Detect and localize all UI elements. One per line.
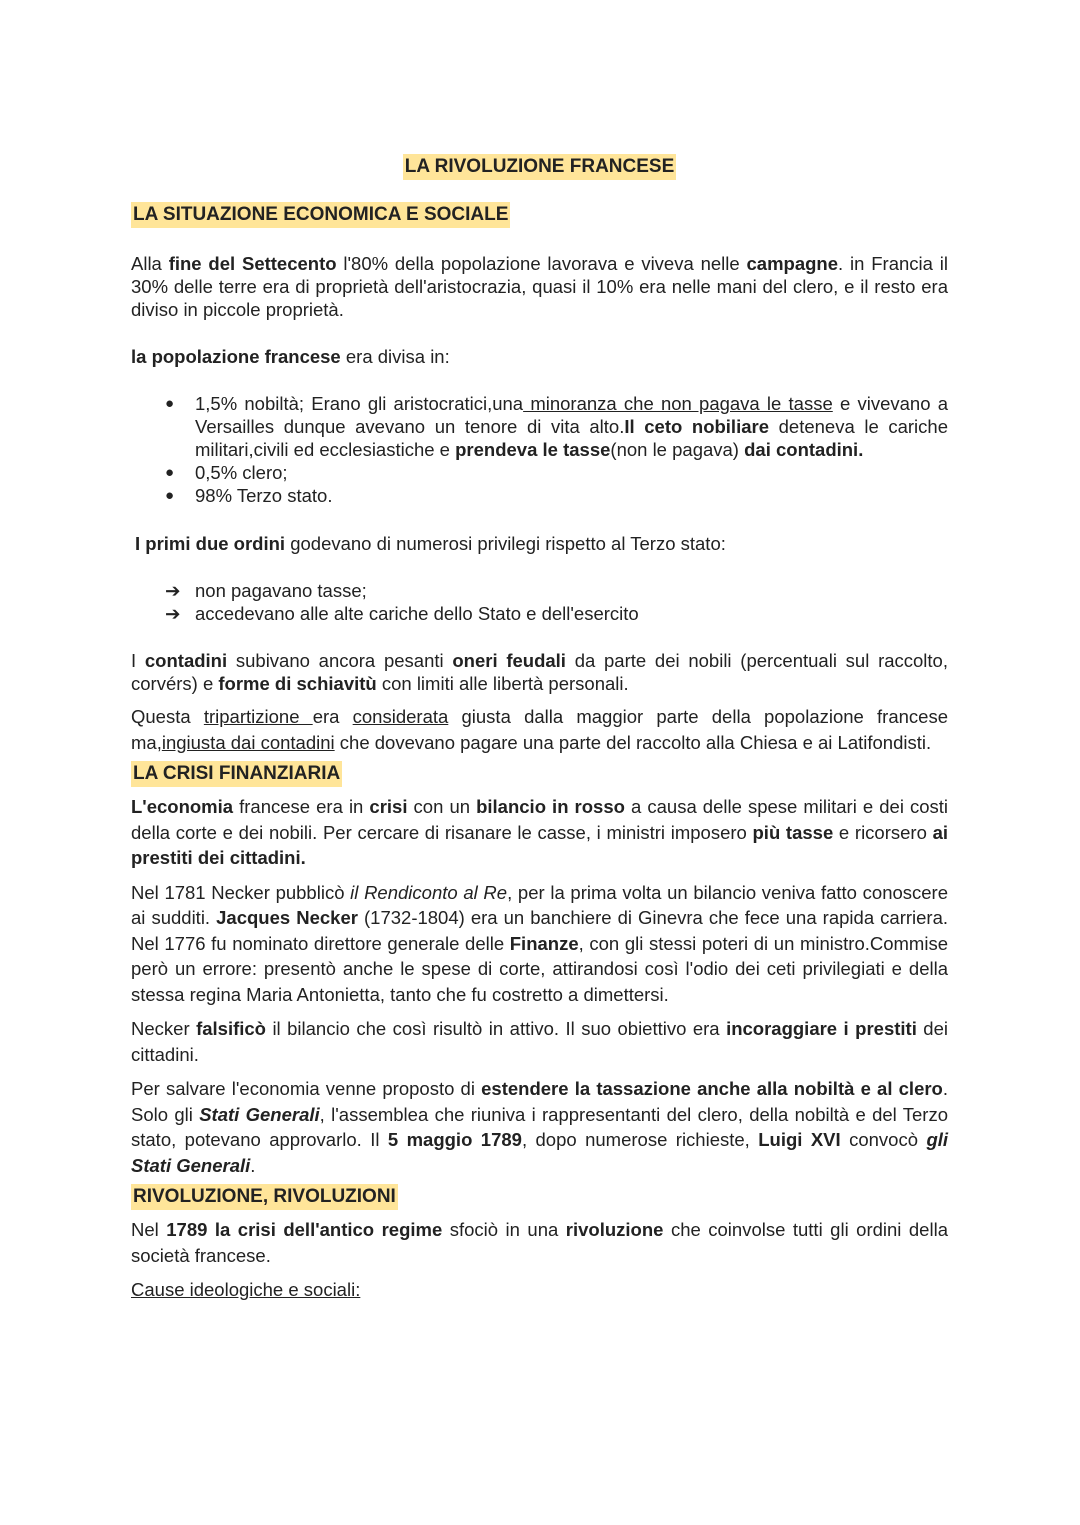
bullet-icon: ● [165,464,175,481]
text-run: che coinvolse tutti gli ordini della società francese. [131,1219,948,1266]
text-run: bilancio in rosso [476,796,625,817]
text-run: , l'assemblea che riuniva i rappresentanti del clero, della nobiltà e del Terzo stato, potevano approvarlo. Il [131,1103,949,1150]
text-run: 1,5% nobiltà; Erano gli aristocratici,una [195,393,524,414]
list-item-text: accedevano alle alte cariche dello Stato e dell'esercito [195,603,639,624]
text-run: il bilancio che così risultò in attivo. Il suo obiettivo era [265,1018,727,1039]
paragraph-division-intro [131,345,948,368]
text-run: estendere la tassazione anche alla nobiltà e al clero [481,1078,943,1099]
text-run: gli Stati Generali [131,1129,949,1176]
list-item [165,579,948,602]
text-run: (1732-1804) era un banchiere di Ginevra che fece una rapida carriera. Nel 1776 fu nominato direttore generale delle [131,907,949,954]
text-run: subivano ancora pesanti [227,650,453,671]
text-run: forme di schiavitù [218,673,377,694]
text-run: Nel 1781 Necker pubblicò [131,881,351,903]
list-item-text: non pagavano tasse; [195,580,367,601]
text-run: minoranza che non pagava le tasse [523,393,833,414]
text-run: ai prestiti dei cittadini. [131,821,948,868]
text-run: . [250,1154,256,1176]
document-title: LA RIVOLUZIONE FRANCESE [403,154,677,180]
arrow-right-icon: ➔ [165,580,181,601]
bullet-icon: ● [165,395,175,412]
text-run: che dovevano pagare una parte del raccolto alla Chiesa e ai Latifondisti. [334,731,932,753]
paragraph-necker [131,880,948,1008]
text-run: Questa [131,706,204,727]
text-run: dei cittadini. [131,1018,948,1065]
paragraph-economy [131,794,948,871]
paragraph-1789 [131,1217,948,1268]
text-run: con limiti alle libertà personali. [376,673,629,694]
list-item [165,392,948,461]
text-run: . Solo gli [131,1078,948,1125]
text-run: sfociò in una [442,1219,566,1240]
paragraph-tripartition [131,704,948,755]
text-run: falsificò [196,1018,266,1039]
section-heading-financial-crisis [131,761,948,787]
text-run: a causa delle spese militari e dei costi della corte e dei nobili. Per cercare di risanare le casse, i ministri imposero [131,796,949,843]
arrow-list-privileges [131,579,948,625]
text-run: rivoluzione [565,1219,664,1240]
text-run: crisi [369,796,408,817]
text-run: convocò [840,1129,927,1150]
text-run: tripartizione [203,706,313,727]
list-item-text [195,393,948,460]
list-item-text [195,485,332,506]
document-body [131,154,948,1303]
text-run: deteneva le cariche militari,civili ed ecclesiastiche e [195,416,948,460]
arrow-right-icon: ➔ [165,603,181,624]
bullet-icon: ● [165,487,175,504]
text-run: il Rendiconto al Re [350,881,508,903]
text-run: Alla [131,253,169,274]
text-run: e ricorsero [833,821,933,843]
text-run: Nel [131,1219,167,1240]
text-run: l'80% della popolazione lavorava e viveva nelle [336,253,747,274]
paragraph-falsification [131,1016,948,1067]
text-run: Stati Generali [199,1103,320,1125]
text-run: , dopo numerose richieste, [521,1129,759,1150]
text-run: era divisa in: [340,346,450,367]
text-run: I primi due ordini [135,533,286,554]
text-run: prendeva le tasse [455,439,611,460]
text-run: 98% Terzo stato. [195,485,333,506]
paragraph-population [131,252,948,321]
text-run: Jacques Necker [216,907,358,928]
text-run: Per salvare l'economia venne proposto di [131,1078,482,1099]
title-wrapper [131,154,948,180]
text-run: da parte dei nobili (percentuali sul raccolto, corvérs) e [131,650,948,694]
text-run: I [131,650,145,671]
heading-text: LA SITUAZIONE ECONOMICA E SOCIALE [131,202,510,228]
text-run: 1789 la crisi dell'antico regime [166,1219,443,1240]
text-run: Finanze [509,932,579,954]
text-run: 0,5% clero; [195,462,288,483]
text-run: con un [407,796,477,817]
section-heading-economic-social [131,202,948,228]
text-run: la popolazione francese [131,346,341,367]
text-run: dai contadini. [744,439,864,460]
text-run: 5 maggio 1789 [387,1129,522,1150]
text-run: , con gli stessi poteri di un ministro.Commise però un errore: presentò anche le spese di corte, attirandosi così l'odio dei ceti privilegiati e della stessa regina Maria Antonietta, tanto che fu costretto a dimettersi. [131,932,948,1005]
text-run: , per la prima volta un bilancio veniva fatto conoscere ai sudditi. [131,881,949,928]
causes-label [131,1277,948,1303]
paragraph-peasants [131,649,948,695]
text-run: campagne [746,253,839,274]
text-run: e vivevano a Versailles dunque avevano un tenore di vita alto. [195,393,948,437]
text-run: godevano di numerosi privilegi rispetto al Terzo stato: [285,533,726,554]
text-run: (non le pagava) [610,439,745,460]
text-run: fine del Settecento [168,253,337,274]
text-run: incoraggiare i prestiti [726,1018,917,1039]
paragraph-estates-general [131,1076,948,1178]
text-run: contadini [144,650,228,671]
bullet-list-orders [131,392,948,507]
list-item-text [195,462,288,483]
causes-label-text: Cause ideologiche e sociali: [131,1279,361,1300]
paragraph-privileges [131,532,948,555]
text-run: L'economia [131,796,234,817]
heading-text: RIVOLUZIONE, RIVOLUZIONI [131,1184,398,1210]
text-run: Il ceto nobiliare [624,416,769,437]
text-run: Necker [131,1018,197,1039]
text-run: era [312,706,353,727]
heading-text: LA CRISI FINANZIARIA [131,761,342,787]
list-item [165,484,948,507]
text-run: francese era in [233,796,370,817]
text-run: ingiusta dai contadini [161,731,335,753]
text-run: oneri feudali [452,650,566,671]
text-run: considerata [352,706,449,727]
list-item [165,461,948,484]
text-run: Luigi XVI [758,1129,841,1150]
text-run: più tasse [752,821,834,843]
text-run: . in Francia il 30% delle terre era di proprietà dell'aristocrazia, quasi il 10% era nelle mani del clero, e il resto era diviso in piccole proprietà. [131,253,948,320]
text-run: giusta dalla maggior parte della popolazione francese ma, [131,706,948,753]
section-heading-revolution [131,1184,948,1210]
list-item [165,602,948,625]
